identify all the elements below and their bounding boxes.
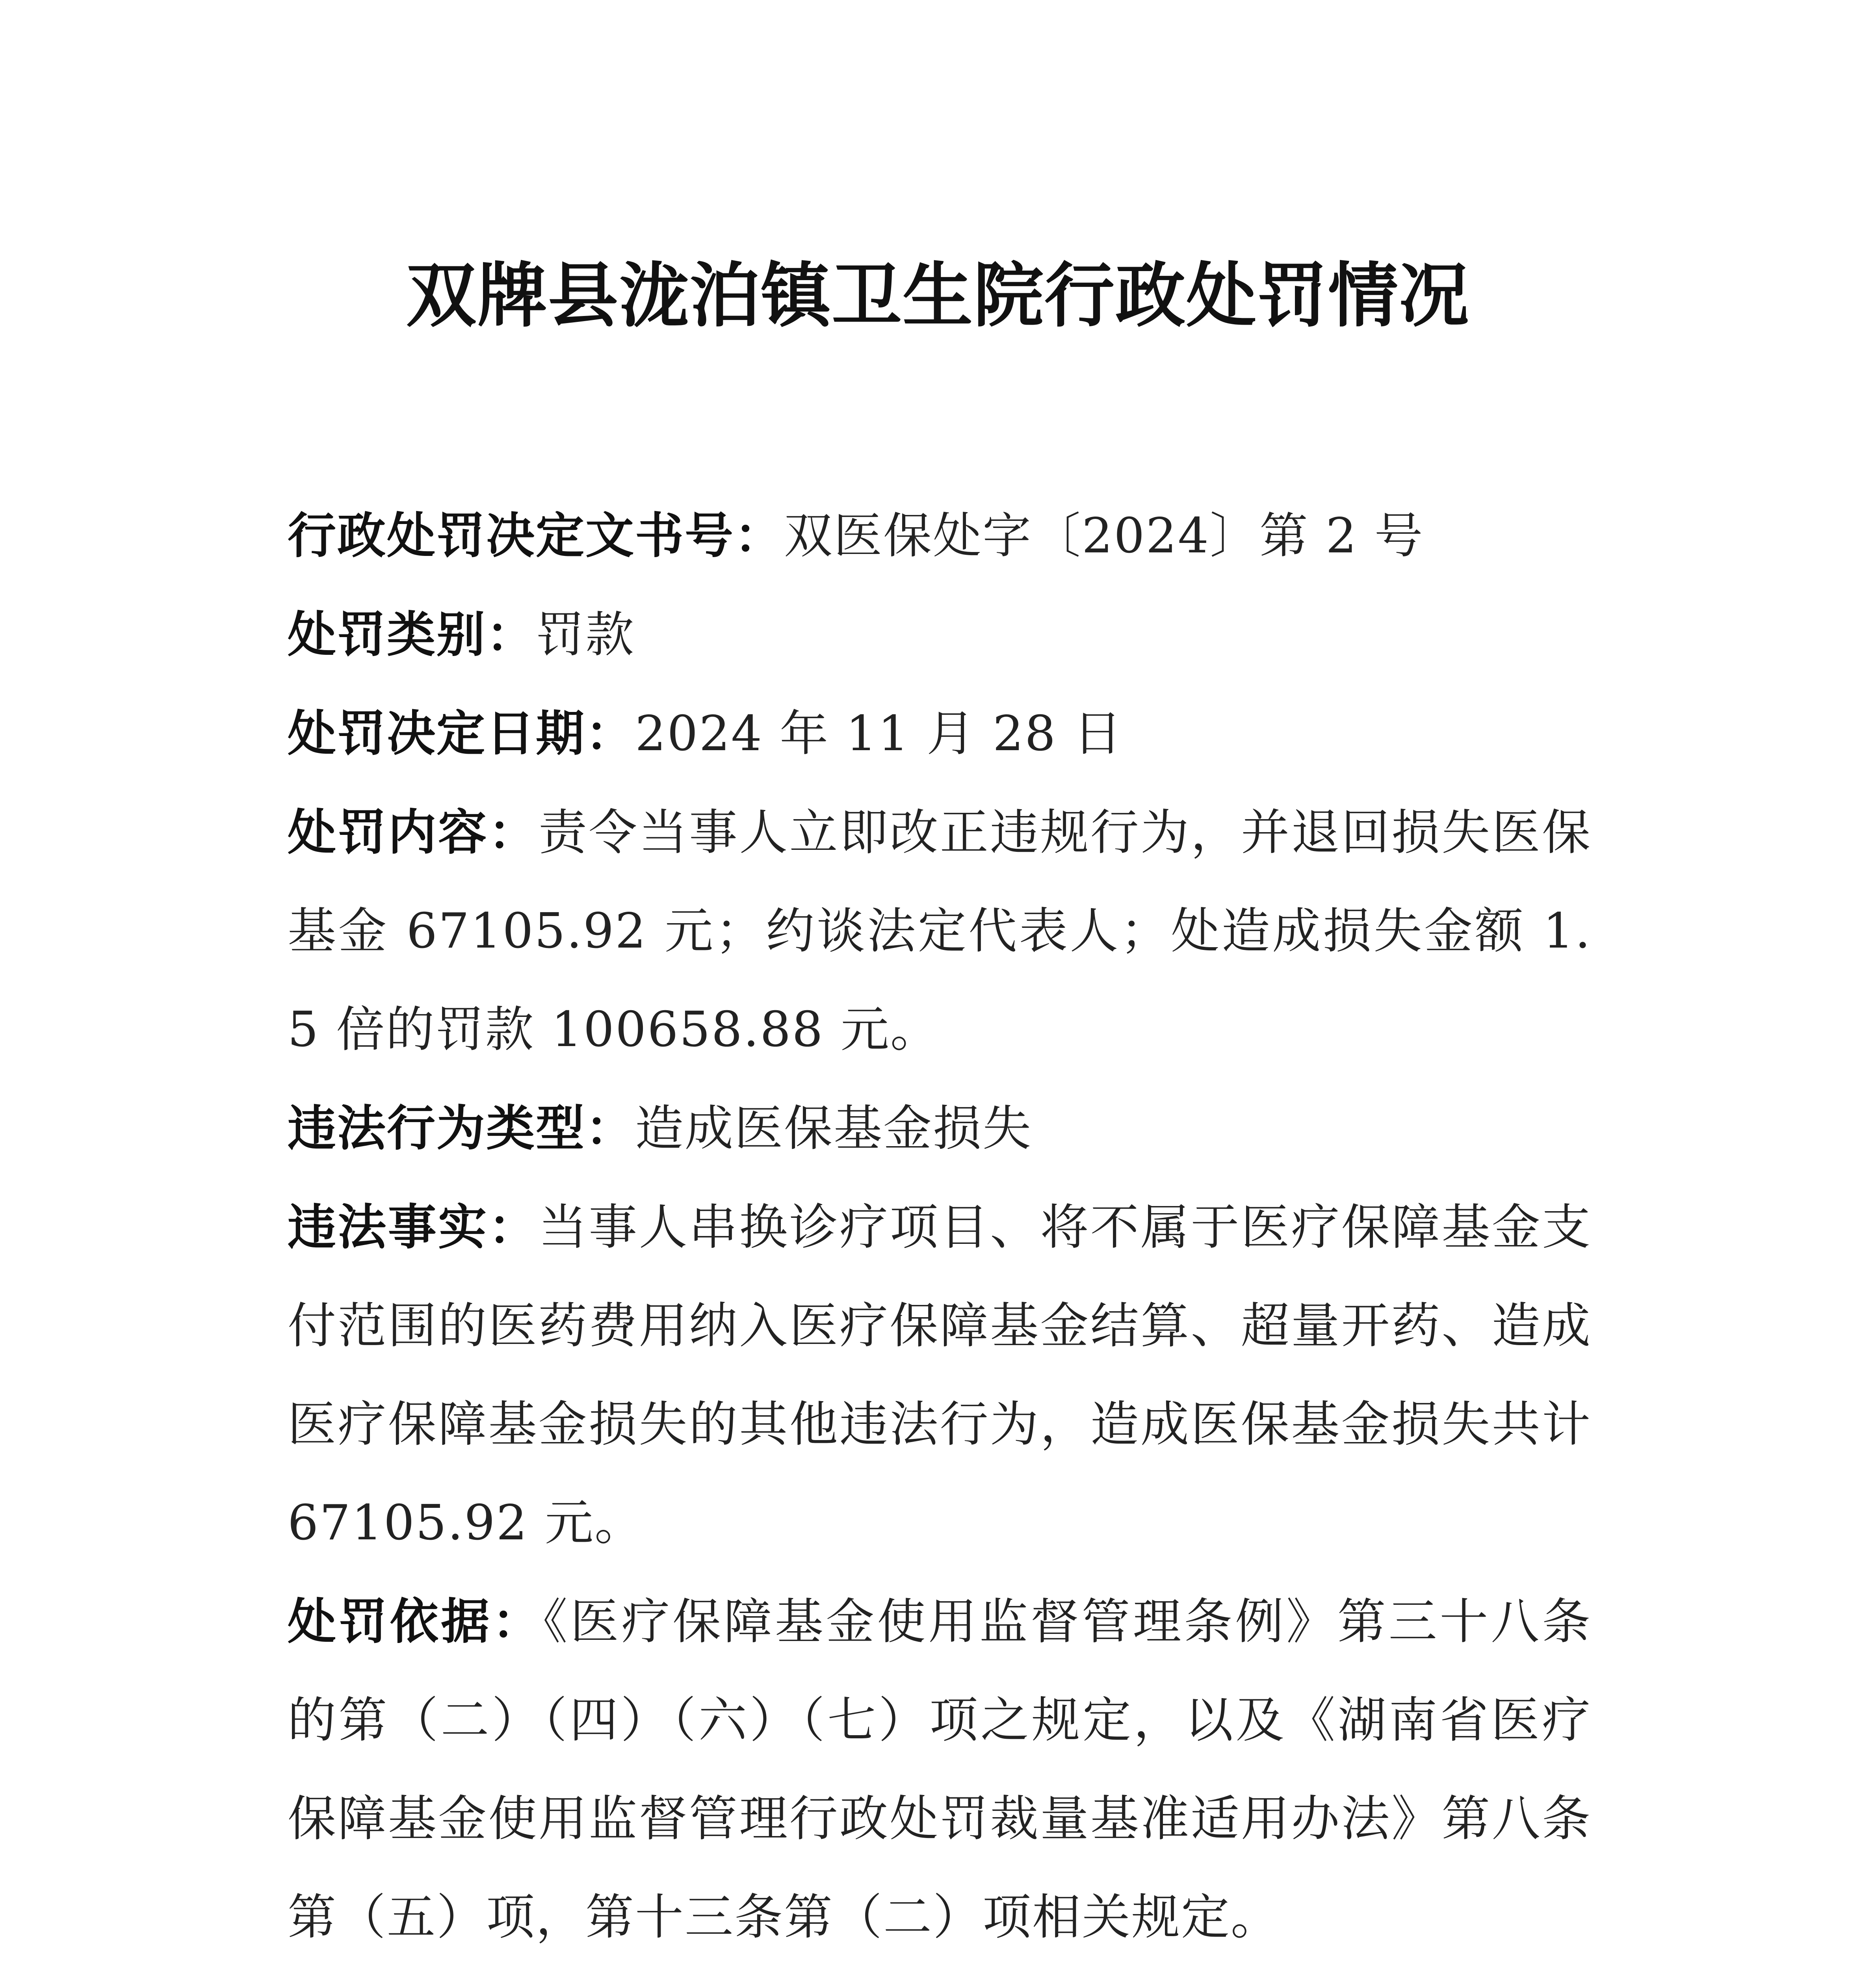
basis-paragraph [288,1572,1592,1967]
date-line [288,684,1592,783]
violation-type-line [288,1079,1592,1178]
content-paragraph [288,783,1592,1079]
basis-label: 处罚依据： [288,1593,544,1650]
content-label: 处罚内容： [288,804,539,861]
doc-number-line [288,487,1592,585]
category-value: 罚款 [536,607,635,663]
category-label: 处罚类别： [288,606,536,663]
document-body [288,487,1592,1970]
violation-type-value: 造成医保基金损失 [635,1100,1032,1157]
facts-value: 当事人串换诊疗项目、将不属于医疗保障基金支付范围的医药费用纳入医疗保障基金结算、超量开药、造成医疗保障基金损失的其他违法行为，造成医保基金损失共计 67105.92 元。 [288,1199,1592,1551]
doc-number-label: 行政处罚决定文书号： [288,507,784,564]
date-label: 处罚决定日期： [288,705,635,762]
content-value: 责令当事人立即改正违规行为，并退回损失医保基金 67105.92 元；约谈法定代表人；处造成损失金额 1.5 倍的罚款 100658.88 元。 [288,805,1592,1058]
category-line [288,585,1592,684]
basis-value: 《医疗保障基金使用监督管理条例》第三十八条的第（二）（四）（六）（七）项之规定，以及《湖南省医疗保障基金使用监督管理行政处罚裁量基准适用办法》第八条第（五）项，第十三条第（二）项相关规定。 [288,1594,1592,1946]
facts-label: 违法事实： [288,1199,539,1256]
date-value: 2024 年 11 月 28 日 [635,706,1123,762]
page-title: 双牌县泷泊镇卫生院行政处罚情况 [406,254,1470,336]
facts-paragraph [288,1178,1592,1572]
authority-line [288,1967,1592,1970]
doc-number-value: 双医保处字〔2024〕第 2 号 [784,508,1424,564]
violation-type-label: 违法行为类型： [288,1100,635,1157]
